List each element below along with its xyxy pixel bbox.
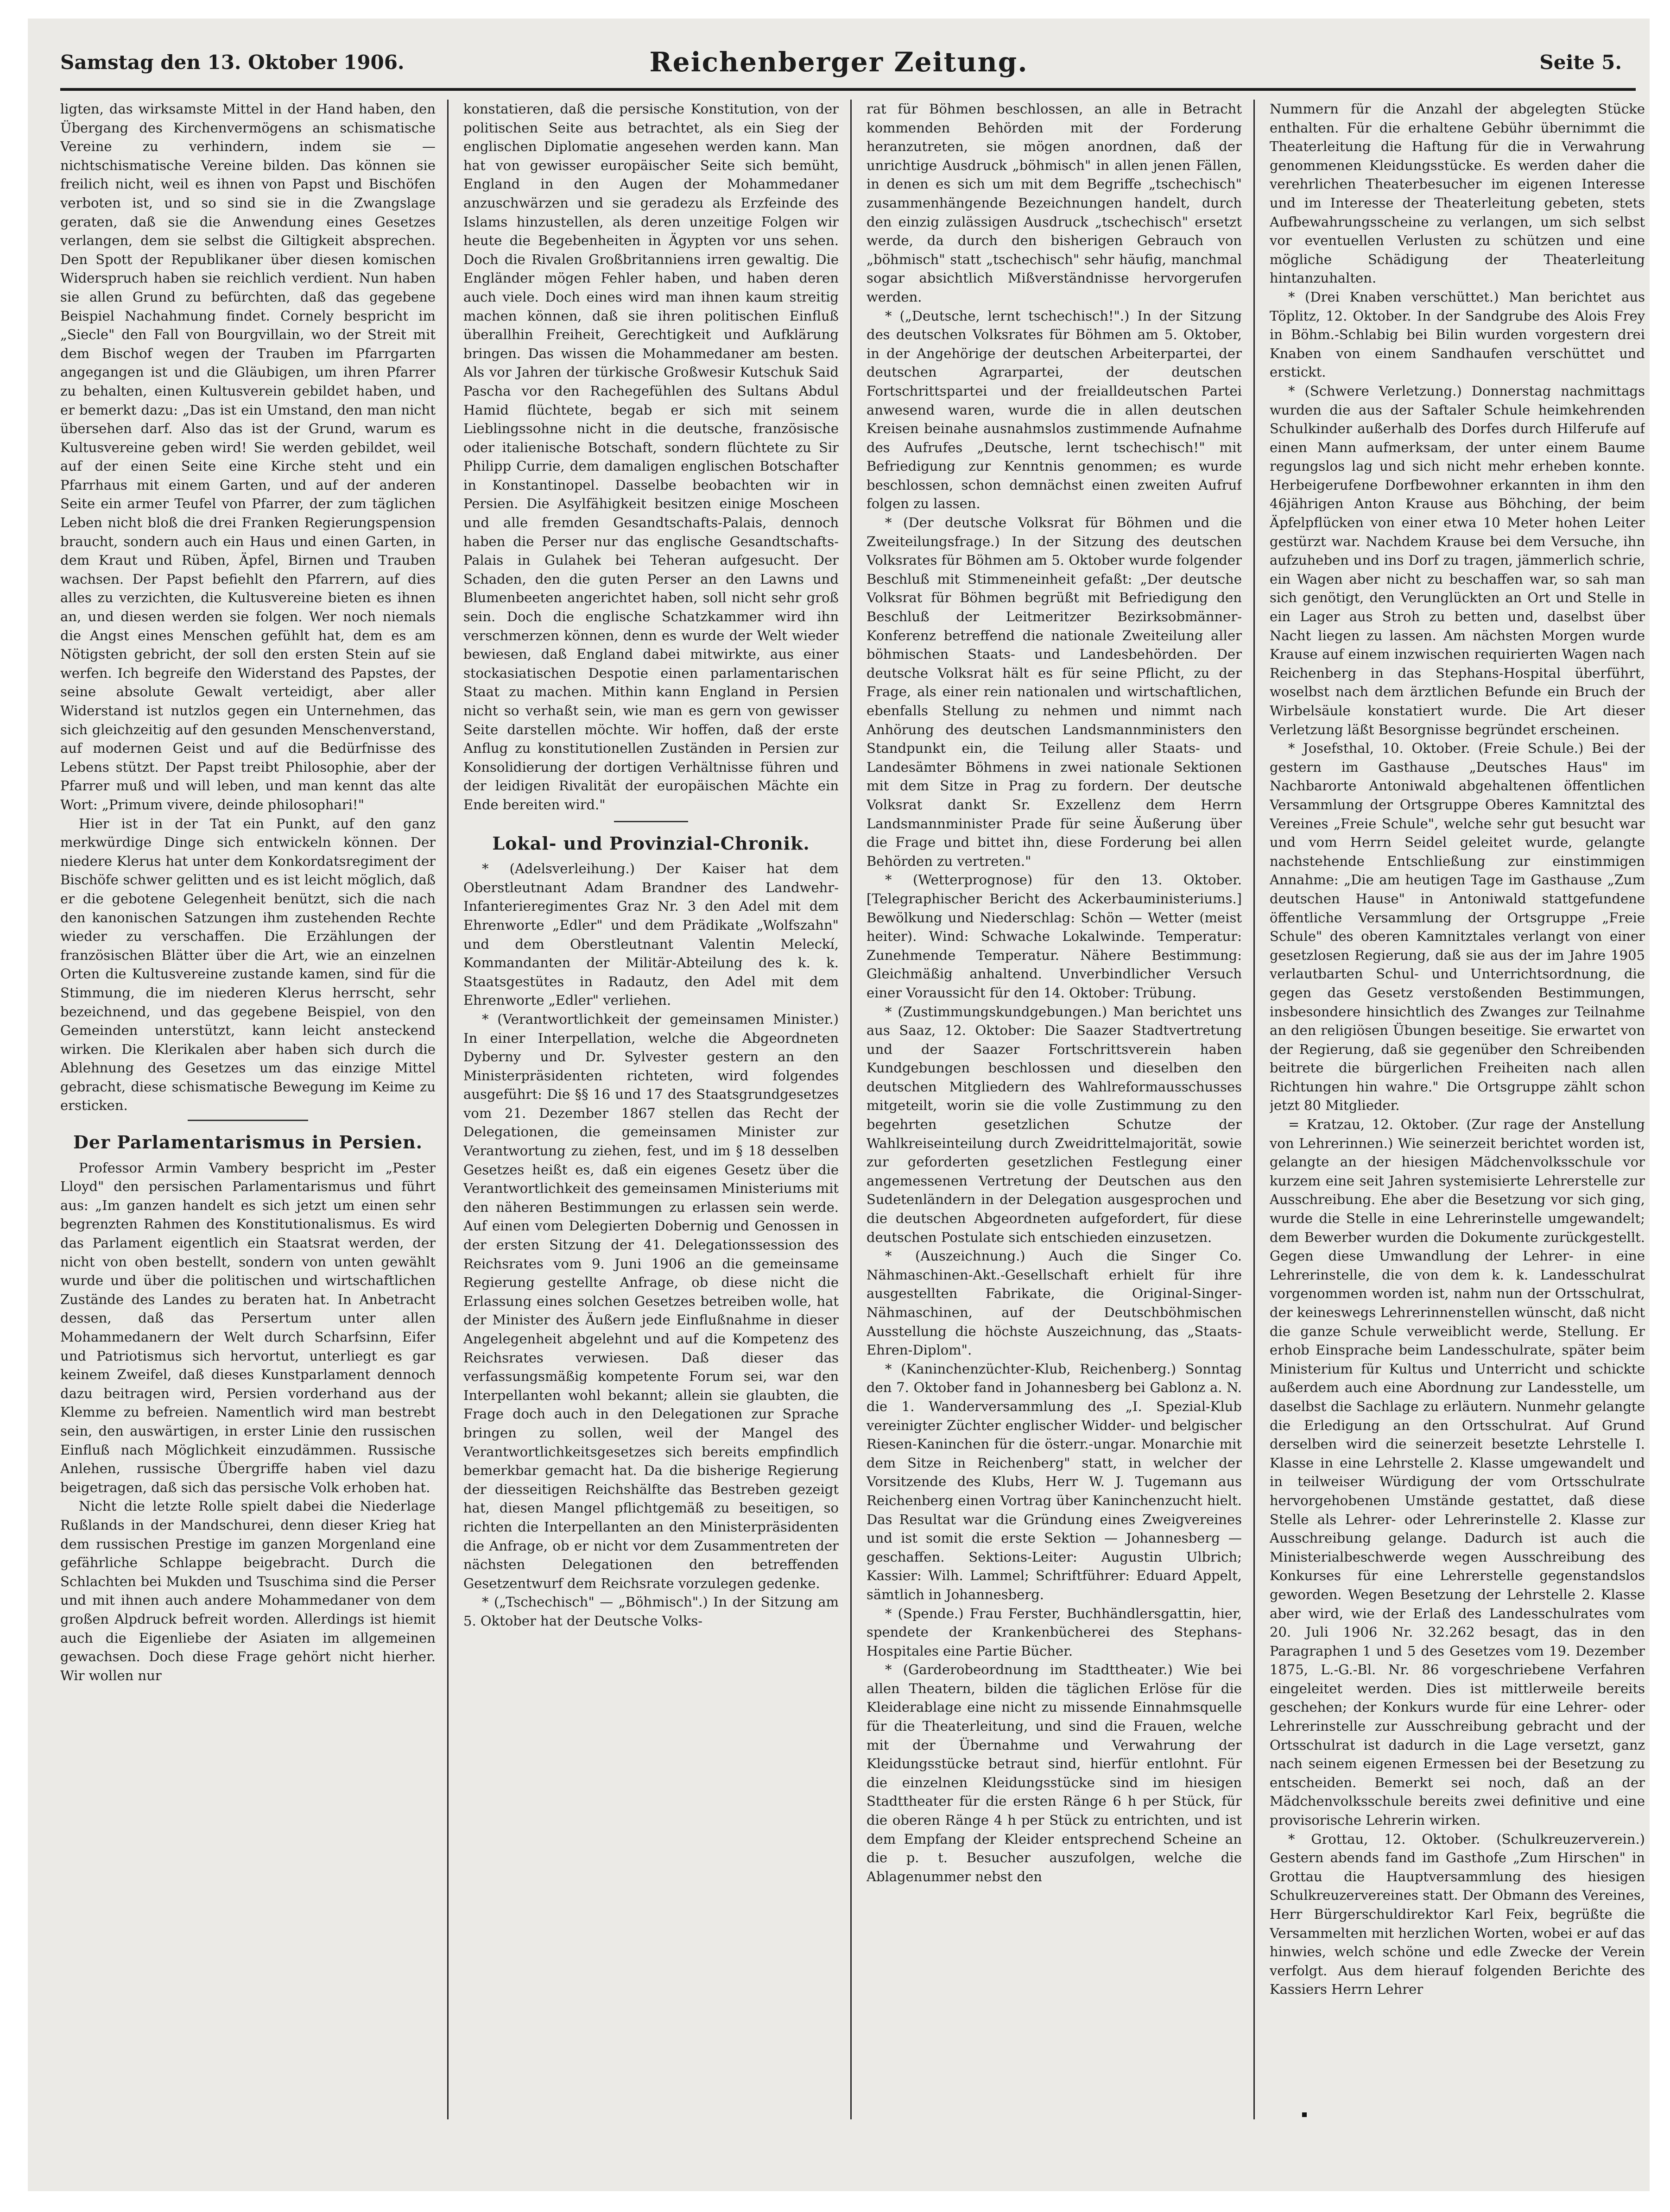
section-divider xyxy=(188,1120,308,1121)
newspaper-title: Reichenberger Zeitung. xyxy=(649,46,1028,78)
issue-date: Samstag den 13. Oktober 1906. xyxy=(60,51,405,74)
news-item: * (Drei Knaben verschüttet.) Man berichtet aus Töplitz, 12. Oktober. In der Sandgrube des Alois Frey in Böhm.-Schlabig bei Bilin wurden vorgestern drei Knaben von einem Sandhaufen verschüttet und erstickt. xyxy=(1270,289,1645,380)
masthead xyxy=(28,46,1650,83)
news-item: * (Verantwortlichkeit der gemeinsamen Minister.) In einer Interpellation, welche die Abgeordneten Dyberny und Dr. Sylvester gestern an den Ministerpräsidenten richteten, wird folgendes ausgeführt: Die §§ 16 und 17 des Staatsgrundgesetzes vom 21. Dezember 1867 stellen das Recht der Delegationen, die gemeinsamen Minister zur Verantwortung zu ziehen, fest, und im § 18 desselben Gesetzes heißt es, daß ein eigenes Gesetz über die Verantwortlichkeit des gemeinsamen Ministeriums mit den näheren Bestimmungen zu erlassen sein werde. Auf einen vom Delegierten Dobernig und Genossen in der ersten Sitzung der 41. Delegationssession des Reichsrates vom 9. Juni 1906 an die gemeinsame Regierung gestellte Anfrage, ob diese nicht die Erlassung eines solchen Gesetzes betreiben wolle, hat der Minister des Äußern jede Einflußnahme in dieser Angelegenheit abgelehnt und auf die Kompetenz des Reichsrates verwiesen. Daß dieser das verfassungsmäßig kompetente Forum sei, war den Interpellanten wohl bekannt; allein sie glaubten, die Frage doch auch in den Delegationen zur Sprache bringen zu sollen, weil der Mangel des Verantwortlichkeitsgesetzes sich bereits empfindlich bemerkbar gemacht hat. Da die bisherige Regierung der diesseitigen Reichshälfte das Bestreben gezeigt hat, diesen Mangel pflichtgemäß zu beseitigen, so richten die Interpellanten an den Ministerpräsidenten die Anfrage, ob er nicht vor dem Zusammentreten der nächsten Delegationen den betreffenden Gesetzentwurf dem Reichsrate vorzulegen gedenke. xyxy=(463,1011,839,1591)
newspaper-page xyxy=(28,19,1650,2191)
article-paragraph: konstatieren, daß die persische Konstitution, von der politischen Seite aus betrachtet, als ein Sieg der englischen Diplomatie angesehen werden kann. Man hat von gewisser europäischer Seite sich bemüht, England in den Augen der Mohammedaner anzuschwärzen und sie geradezu als Erzfeinde des Islams hinzustellen, als deren unzeitige Folgen wir heute die Begebenheiten in Ägypten vor uns sehen. Doch die Rivalen Großbritanniens irren gewaltig. Die Engländer mögen Fehler haben, und haben deren auch viele. Doch eines wird man ihnen kaum streitig machen können, daß sie ihren politischen Einfluß überallhin Freiheit, Gerechtigkeit und Aufklärung bringen. Das wissen die Mohammedaner am besten. Als vor Jahren der türkische Großwesir Kutschuk Said Pascha vor den Rachegefühlen des Sultans Abdul Hamid flüchtete, begab er sich mit seinem Lieblingssohne nicht in die deutsche, französische oder italienische Botschaft, sondern flüchtete zu Sir Philipp Currie, dem damaligen englischen Botschafter in Konstantinopel. Dasselbe beobachten wir in Persien. Die Asylfähigkeit besitzen einige Moscheen und alle fremden Gesandtschafts-Palais, dennoch haben die Perser nur das englische Gesandtschafts-Palais in Gulahek bei Teheran aufgesucht. Der Schaden, den die guten Perser an den Lawns und Blumenbeeten angerichtet haben, soll nicht sehr groß sein. Doch die englische Schatzkammer wird ihn verschmerzen können, denn es wurde der Welt wieder bewiesen, daß England dabei mitwirkte, aus einer stockasiatischen Despotie einen parlamentarischen Staat zu machen. Mithin kann England in Persien nicht so verhaßt sein, wie man es gern von gewisser Seite darstellen möchte. Wir hoffen, daß der erste Anflug zu konstitutionellen Zuständen in Persien zur Konsolidierung der dortigen Verhältnisse führen und der leidigen Rivalität der europäischen Mächte ein Ende bereiten wird." xyxy=(463,101,839,813)
page-number: Seite 5. xyxy=(1539,51,1622,74)
article-paragraph: ligten, das wirksamste Mittel in der Hand haben, den Übergang des Kirchenvermögens an schismatische Vereine zu verhindern, indem sie — nichtschismatische Vereine bilden. Das können sie freilich nicht, weil es ihnen von Papst und Bischöfen verboten ist, und so sind sie in die Zwangslage geraten, daß sie die Anwendung eines Gesetzes verlangen, dem sie selbst die Giltigkeit absprechen. Den Spott der Republikaner über diesen komischen Widerspruch haben sie reichlich verdient. Nun haben sie allen Grund zu befürchten, daß das gegebene Beispiel Nachahmung findet. Cornely bespricht im „Siecle" den Fall von Bourgvillain, wo der Streit mit dem Bischof wegen der Trauben im Pfarrgarten angegangen ist und die Gläubigen, um ihren Pfarrer zu behalten, einen Kultusverein gebildet haben, und er bemerkt dazu: „Das ist ein Umstand, den man nicht übersehen darf. Also das ist der Grund, warum es Kultusvereine geben wird! Sie werden gebildet, weil auf der einen Seite eine Kirche steht und ein Pfarrhaus mit einem Garten, und auf der anderen Seite ein armer Teufel von Pfarrer, der zum täglichen Leben nicht bloß die drei Franken Regierungspension braucht, sondern auch ein Haus und einen Garten, in dem Kraut und Rüben, Äpfel, Birnen und Trauben wachsen. Der Papst befiehlt den Pfarrern, auf dies alles zu verzichten, die Kultusvereine bieten es ihnen an, und diesen werden sie folgen. Wer noch niemals die Angst eines Menschen gefühlt hat, dem es am Nötigsten gebricht, der soll den ersten Stein auf sie werfen. Ich begreife den Widerstand des Papstes, der seine absolute Gewalt verteidigt, aber aller Widerstand ist nutzlos gegen ein Unternehmen, das sich gleichzeitig auf den gesunden Menschenverstand, auf modernen Geist und auf die Bedürfnisse des Lebens stützt. Der Papst treibt Philosophie, aber der Pfarrer muß und will leben, und man kennt das alte Wort: „Primum vivere, deinde philosophari!" xyxy=(60,101,436,813)
column-divider xyxy=(1253,100,1255,2119)
news-item: * (Spende.) Frau Ferster, Buchhändlersgattin, hier, spendete der Krankenbücherei des Stephans-Hospitales eine Partie Bücher. xyxy=(867,1605,1242,1659)
article-heading: Der Parlamentarismus in Persien. xyxy=(73,1132,423,1153)
print-mark xyxy=(1302,2112,1307,2117)
section-heading: Lokal- und Provinzial-Chronik. xyxy=(492,832,810,854)
news-item: * („Deutsche, lernt tschechisch!".) In der Sitzung des deutschen Volksrates für Böhmen am 5. Oktober, in der Angehörige der deutschen Arbeiterpartei, der deutschen Agrarpartei, der deutschen Fortschrittspartei und der freialldeutschen Partei anwesend waren, wurde die in allen deutschen Kreisen beinahe ausnahmslos zustimmende Aufnahme des Aufrufes „Deutsche, lernt tschechisch!" mit Befriedigung zur Kenntnis genommen; es wurde beschlossen, schon demnächst einen zweiten Aufruf folgen zu lassen. xyxy=(867,308,1242,512)
column-1 xyxy=(60,100,436,2119)
news-item: = Kratzau, 12. Oktober. (Zur rage der Anstellung von Lehrerinnen.) Wie seinerzeit berichtet worden ist, gelangte an der hiesigen Mädchenvolksschule vor kurzem eine seit Jahren systemisierte Lehrerstelle zur Ausschreibung. Ehe aber die Besetzung vor sich ging, wurde die Stelle in eine Lehrerinstelle umgewandelt; dem Bewerber wurden die Dokumente zurückgestellt. Gegen diese Umwandlung der Lehrer- in eine Lehrerinstelle, die von dem k. k. Landesschulrat vorgenommen worden ist, nahm nun der Ortsschulrat, der keineswegs Lehrerinnenstellen wünscht, daß nicht die ganze Schule verweiblicht werde, Stellung. Er erhob Einsprache beim Landesschulrate, später beim Ministerium für Kultus und Unterricht und schickte außerdem auch eine Abordnung zur Landesstelle, um daselbst die Sachlage zu erläutern. Nunmehr gelangte die Erledigung an den Ortsschulrat. Auf Grund derselben wird die seinerzeit besetzte Lehrstelle I. Klasse in eine Lehrstelle 2. Klasse umgewandelt und in teilweiser Würdigung der vom Ortsschulrate hervorgehobenen Umstände gestattet, daß diese Stelle als Lehrer- oder Lehrerinstelle 2. Klasse zur Ausschreibung gelange. Dadurch ist auch die Ministerialbeschwerde wegen Ausschreibung des Konkurses für eine Lehrerstelle gegenstandslos geworden. Wegen Besetzung der Lehrstelle 2. Klasse aber wird, wie der Erlaß des Landesschulrates vom 20. Juli 1906 Nr. 32.262 besagt, das in den Paragraphen 1 und 5 des Gesetzes vom 19. Dezember 1875, L.-G.-Bl. Nr. 86 vorgeschriebene Verfahren eingeleitet werden. Dies ist mittlerweile bereits geschehen; der Konkurs wurde für eine Lehrer- oder Lehrerinstelle zur Ausschreibung gebracht und der Ortsschulrat ist dadurch in die Lage versetzt, ganz nach seinem eigenen Ermessen bei der Besetzung zu entscheiden. Bemerkt sei noch, daß an der Mädchenvolksschule bereits zwei definitive und eine provisorische Lehrerin wirken. xyxy=(1270,1116,1645,1828)
column-3 xyxy=(867,100,1242,2119)
column-2 xyxy=(463,100,839,2119)
article-paragraph: Hier ist in der Tat ein Punkt, auf den ganz merkwürdige Dinge sich entwickeln können. Der niedere Klerus hat unter dem Konkordatsregiment der Bischöfe schwer gelitten und es ist leicht möglich, daß er die gebotene Gelegenheit benützt, sich die nach den kanonischen Satzungen ihm zustehenden Rechte wieder zu verschaffen. Die Erzählungen der französischen Blätter über die Art, wie an einzelnen Orten die Kultusvereine zustande kamen, sind für die Stimmung, die im niederen Klerus herrscht, sehr bezeichnend, und das gegebene Beispiel, von den Gemeinden unterstützt, kann leicht ansteckend wirken. Die Klerikalen aber haben sich durch die Ablehnung des Gesetzes um das einzige Mittel gebracht, diese schismatische Bewegung im Keime zu ersticken. xyxy=(60,815,436,1114)
news-item: * (Kaninchenzüchter-Klub, Reichenberg.) Sonntag den 7. Oktober fand in Johannesberg bei Gablonz a. N. die 1. Wanderversammlung des „I. Spezial-Klub vereinigter Züchter englischer Widder- und belgischer Riesen-Kaninchen für die österr.-ungar. Monarchie mit dem Sitze in Reichenberg" statt, in welcher der Vorsitzende des Klubs, Herr W. J. Tugemann aus Reichenberg einen Vortrag über Kaninchenzucht hielt. Das Resultat war die Gründung eines Zweigvereines und ist somit die erste Sektion — Johannesberg — geschaffen. Sektions-Leiter: Augustin Ulbrich; Kassier: Wilh. Lammel; Schriftführer: Eduard Appelt, sämtlich in Johannesberg. xyxy=(867,1361,1242,1602)
news-item: * (Auszeichnung.) Auch die Singer Co. Nähmaschinen-Akt.-Gesellschaft erhielt für ihre ausgestellten Fabrikate, die Original-Singer-Nähmaschinen, auf der Deutschböhmischen Ausstellung die höchste Auszeichnung, das „Staats-Ehren-Diplom". xyxy=(867,1248,1242,1358)
news-item: * („Tschechisch" — „Böhmisch".) In der Sitzung am 5. Oktober hat der Deutsche Volks- xyxy=(463,1594,839,1629)
masthead-rule xyxy=(60,88,1636,91)
news-item: * (Schwere Verletzung.) Donnerstag nachmittags wurden die aus der Saftaler Schule heimkehrenden Schulkinder außerhalb des Dorfes durch Hilferufe auf einen Mann aufmerksam, der unter einem Baume regungslos lag und sich nicht mehr erheben konnte. Herbeigerufene Dorfbewohner erkannten in ihm den 46jährigen Anton Krause aus Böhching, der beim Äpfelpflücken von einer etwa 10 Meter hohen Leiter gestürzt war. Nachdem Krause bei dem Versuche, ihn aufzuheben und ins Dorf zu tragen, jämmerlich schrie, ein Wagen aber nicht zu beschaffen war, so sah man sich genötigt, den Verunglückten an Ort und Stelle in ein Lager aus Stroh zu betten und, daselbst über Nacht liegen zu lassen. Am nächsten Morgen wurde Krause auf einem inzwischen requirierten Wagen nach Reichenberg in das Stephans-Hospital überführt, woselbst nach dem ärztlichen Befunde ein Bruch der Wirbelsäule konstatiert wurde. Die Art dieser Verletzung läßt Besorgnisse begründet erscheinen. xyxy=(1270,383,1645,737)
news-item: * Josefsthal, 10. Oktober. (Freie Schule.) Bei der gestern im Gasthause „Deutsches Haus" im Nachbarorte Antoniwald abgehaltenen öffentlichen Versammlung der Ortsgruppe Oberes Kamnitztal des Vereines „Freie Schule", welche sehr gut besucht war und vom Herrn Seidel geleitet wurde, gelangte nachstehende Entschließung zur einstimmigen Annahme: „Die am heutigen Tage im Gasthause „Zum deutschen Hause" in Antoniwald stattgefundene öffentliche Versammlung der Ortsgruppe „Freie Schule" des oberen Kamnitztales verlangt von einer gesetzlosen Regierung, daß sie aus der im Jahre 1905 verlautbarten Schul- und Unterrichtsordnung, die gegen das Gesetz verstoßenden Bestimmungen, insbesondere hinsichtlich des Zwanges zur Teilnahme an den religiösen Übungen beseitige. Sie erwartet von der Regierung, daß sie gegenüber den Schreibenden beitrete die bürgerlichen Freiheiten nach allen Richtungen hin wahre." Die Ortsgruppe zählt schon jetzt 80 Mitglieder. xyxy=(1270,740,1645,1114)
news-item: * (Garderobeordnung im Stadttheater.) Wie bei allen Theatern, bilden die täglichen Erlöse für die Kleiderablage eine nicht zu missende Einnahmsquelle für die Theaterleitung, und sind die Frauen, welche mit der Übernahme und Verwahrung der Kleidungsstücke betraut sind, hierfür entlohnt. Für die einzelnen Kleidungsstücke sind im hiesigen Stadttheater für die ersten Ränge 6 h per Stück, für die oberen Ränge 4 h per Stück zu entrichten, und ist dem Empfang der Kleider entsprechend Scheine an die p. t. Besucher auszufolgen, welche die Ablagenummer nebst den xyxy=(867,1662,1242,1884)
article-paragraph: Nicht die letzte Rolle spielt dabei die Niederlage Rußlands in der Mandschurei, denn dieser Krieg hat dem russischen Prestige im ganzen Morgenland eine gefährliche Schlappe beigebracht. Durch die Schlachten bei Mukden und Tsuschima sind die Perser und mit ihnen auch andere Mohammedaner von dem großen Alpdruck befreit worden. Allerdings ist hiemit auch die Eigenliebe der Asiaten im allgemeinen gewachsen. Doch diese Frage gehört nicht hierher. Wir wollen nur xyxy=(60,1498,436,1683)
column-divider xyxy=(850,100,852,2119)
column-4 xyxy=(1270,100,1645,2119)
news-item: * (Zustimmungskundgebungen.) Man berichtet uns aus Saaz, 12. Oktober: Die Saazer Stadtvertretung und der Saazer Fortschrittsverein haben Kundgebungen beschlossen und dieselben den deutschen Mitgliedern des Wahlreformausschusses mitgeteilt, worin sie die volle Zustimmung zu den begehrten gesetzlichen Schutze der Wahlkreiseinteilung durch Zweidrittelmajorität, sowie zur geforderten gesetzlichen Festlegung einer angemessenen Vertretung der Deutschen aus den Sudetenländern in der Delegation ausgesprochen und die deutschen Abgeordneten aufgefordert, für diese deutschen Postulate sich entschieden einzusetzen. xyxy=(867,1003,1242,1245)
news-item: * Grottau, 12. Oktober. (Schulkreuzerverein.) Gestern abends fand im Gasthofe „Zum Hirschen" in Grottau die Hauptversammlung des hiesigen Schulkreuzervereines statt. Der Obmann des Vereines, Herr Bürgerschuldirektor Karl Feix, begrüßte die Versammelten mit herzlichen Worten, wobei er auf das hinwies, welch schöne und edle Zwecke der Verein verfolgt. Aus dem hierauf folgenden Berichte des Kassiers Herrn Lehrer xyxy=(1270,1831,1645,1998)
news-item: Nummern für die Anzahl der abgelegten Stücke enthalten. Für die erhaltene Gebühr übernimmt die Theaterleitung die Haftung für die in Verwahrung genommenen Kleidungsstücke. Es werden daher die verehrlichen Theaterbesucher im eigenen Interesse und im Interesse der Theaterleitung gebeten, stets Aufbewahrungsscheine zu verlangen, um sich selbst vor eventuellen Verlusten zu schützen und eine mögliche Schädigung der Theaterleitung hintanzuhalten. xyxy=(1270,101,1645,286)
news-item: * (Adelsverleihung.) Der Kaiser hat dem Oberstleutnant Adam Brandner des Landwehr-Infanterieregimentes Graz Nr. 3 den Adel mit dem Ehrenworte „Edler" und dem Prädikate „Wolfszahn" und dem Oberstleutnant Valentin Meleckí, Kommandanten der Militär-Abteilung des k. k. Staatsgestütes in Radautz, den Adel mit dem Ehrenworte „Edler" verliehen. xyxy=(463,861,839,1008)
article-paragraph: Professor Armin Vambery bespricht im „Pester Lloyd" den persischen Parlamentarismus und führt aus: „Im ganzen handelt es sich jetzt um einen sehr begrenzten Rahmen des Konstitutionalismus. Es wird das Parlament eigentlich ein Staatsrat werden, der nicht von oben bestellt, sondern von unten gewählt wurde und über die politischen und wirtschaftlichen Zustände des Landes zu beraten hat. In Anbetracht dessen, daß das Persertum unter allen Mohammedanern der Welt durch Scharfsinn, Eifer und Patriotismus sich hervortut, unterliegt es gar keinem Zweifel, daß dieses Kunstparlament dennoch dazu beitragen wird, Persien vorderhand aus der Klemme zu befreien. Namentlich wird man bestrebt sein, den auswärtigen, in erster Linie den russischen Einfluß nach Möglichkeit einzudämmen. Russische Anlehen, russische Übergriffe haben viel dazu beigetragen, daß sich das persische Volk erhoben hat. xyxy=(60,1160,436,1495)
news-item: rat für Böhmen beschlossen, an alle in Betracht kommenden Behörden mit der Forderung heranzutreten, sie mögen anordnen, daß der unrichtige Ausdruck „böhmisch" in allen jenen Fällen, in denen es sich um mit dem Begriffe „tschechisch" zusammenhängende Bezeichnungen handelt, durch den einzig zulässigen Ausdruck „tschechisch" ersetzt werde, da durch den bisherigen Gebrauch von „böhmisch" statt „tschechisch" sehr häufig, manchmal sogar absichtlich Mißverständnisse hervorgerufen werden. xyxy=(867,101,1242,305)
column-divider xyxy=(447,100,449,2119)
news-item: * (Wetterprognose) für den 13. Oktober. [Telegraphischer Bericht des Ackerbauministeriums.] Bewölkung und Niederschlag: Schön — Wetter (meist heiter). Wind: Schwache Lokalwinde. Temperatur: Zunehmende Temperatur. Nähere Bestimmung: Gleichmäßig anhaltend. Unverbindlicher Versuch einer Voraussicht für den 14. Oktober: Trübung. xyxy=(867,872,1242,1001)
news-item: * (Der deutsche Volksrat für Böhmen und die Zweiteilungsfrage.) In der Sitzung des deutschen Volksrates für Böhmen am 5. Oktober wurde folgender Beschluß mit Stimmeneinheit gefaßt: „Der deutsche Volksrat für Böhmen begrüßt mit Befriedigung den Beschluß der Leitmeritzer Bezirksobmänner-Konferenz betreffend die nationale Zweiteilung aller böhmischen Staats- und Landesbehörden. Der deutsche Volksrat hält es für seine Pflicht, zu der Frage, als einer rein nationalen und wirtschaftlichen, ebenfalls Stellung zu nehmen und nimmt nach Anhörung des deutschen Landsmannministers den Standpunkt ein, die Teilung aller Staats- und Landesämter Böhmens in zwei nationale Sektionen mit dem Sitze in Prag zu fordern. Der deutsche Volksrat dankt Sr. Exzellenz dem Herrn Landsmannminister Prade für seine Äußerung über die Frage und bittet ihn, diese Forderung bei allen Behörden zu vertreten." xyxy=(867,515,1242,869)
section-divider xyxy=(614,821,688,822)
